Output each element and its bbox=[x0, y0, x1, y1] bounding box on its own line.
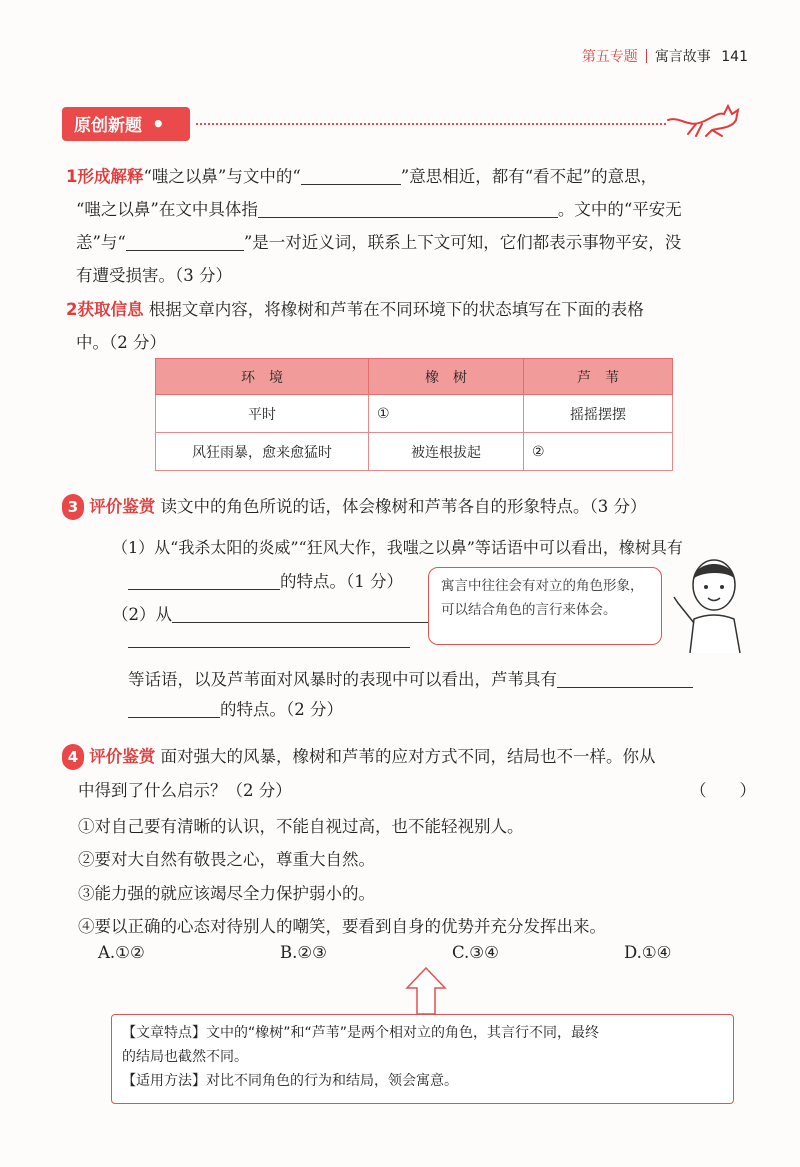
q3-blank-2[interactable] bbox=[172, 604, 434, 623]
q2-number: 2 bbox=[66, 300, 78, 319]
q3-number-badge: 3 bbox=[62, 494, 84, 520]
chapter-title: 寓言故事 bbox=[654, 49, 711, 65]
q3-blank-1[interactable] bbox=[128, 571, 280, 590]
tip-box bbox=[428, 567, 662, 645]
table-row: 平时 ① 摇摇摆摆 bbox=[156, 395, 673, 433]
q3-tag: 评价鉴赏 bbox=[89, 497, 156, 516]
q1-line-1: 1形成解释“嗤之以鼻”与文中的“ ”意思相近，都有“看不起”的意思， bbox=[66, 167, 658, 186]
table-row: 风狂雨暴，愈来愈猛时 被连根拔起 ② bbox=[156, 433, 673, 471]
q1-number: 1 bbox=[66, 167, 78, 186]
q2-tag: 获取信息 bbox=[77, 300, 144, 319]
q4-statement-3: ③能力强的就应该竭尽全力保护弱小的。 bbox=[78, 884, 375, 903]
q1-blank-1[interactable] bbox=[301, 166, 401, 185]
q3-blank-3[interactable] bbox=[128, 647, 410, 648]
q2-line-2: 中。（2 分） bbox=[76, 333, 166, 352]
q3-blank-5[interactable] bbox=[128, 699, 220, 718]
q1-blank-3[interactable] bbox=[126, 232, 244, 251]
q3-part1-line1: （1）从“我杀太阳的炎威”“狂风大作，我嗤之以鼻”等话语中可以看出，橡树具有 bbox=[112, 538, 683, 557]
student-avatar bbox=[672, 553, 754, 657]
q4-tag: 评价鉴赏 bbox=[89, 747, 156, 766]
tip-text: 寓言中往往会有对立的角色形象，可以结合角色的言行来体会。 bbox=[441, 578, 644, 618]
q1-line-2: “嗤之以鼻”在文中具体指 。文中的“平安无 bbox=[76, 200, 682, 219]
method-line: 【适用方法】对比不同角色的行为和结局，领会寓意。 bbox=[122, 1073, 458, 1089]
q4-line-2: 中得到了什么启示？（2 分） bbox=[78, 781, 292, 800]
q4-statement-4: ④要以正确的心态对待别人的嘲笑，要看到自身的优势并充分发挥出来。 bbox=[78, 917, 606, 936]
feature-line-1: 【文章特点】文中的“橡树”和“芦苇”是两个相对立的角色，其言行不同，最终 bbox=[122, 1025, 600, 1041]
running-head bbox=[582, 46, 748, 66]
q1-line-4: 有遭受损害。（3 分） bbox=[76, 266, 232, 285]
q1-blank-2[interactable] bbox=[258, 199, 558, 218]
answer-cell-1[interactable]: ① bbox=[369, 395, 524, 433]
q2-line-1: 2获取信息 根据文章内容，将橡树和芦苇在不同环境下的状态填写在下面的表格 bbox=[66, 300, 644, 319]
section-label: 原创新题 bbox=[74, 116, 142, 136]
q3-line-intro: 3 评价鉴赏 读文中的角色所说的话，体会橡树和芦苇各自的形象特点。（3 分） bbox=[62, 493, 647, 520]
q4-line-1: 4 评价鉴赏 面对强大的风暴，橡树和芦苇的应对方式不同，结局也不一样。你从 bbox=[62, 743, 656, 770]
up-arrow-icon bbox=[405, 966, 447, 1016]
q1-tag: 形成解释 bbox=[77, 167, 144, 186]
answer-paren[interactable]: （ ） bbox=[690, 781, 756, 800]
q3-part1-line2: 的特点。（1 分） bbox=[128, 568, 403, 592]
section-tag bbox=[62, 107, 190, 141]
option-a[interactable]: A.①② bbox=[98, 943, 145, 962]
state-table bbox=[155, 358, 673, 471]
option-d[interactable]: D.①④ bbox=[624, 943, 672, 962]
answer-cell-2[interactable]: ② bbox=[524, 433, 673, 471]
header-oak: 橡 树 bbox=[369, 359, 524, 395]
dot-icon: • bbox=[151, 112, 165, 136]
topic-label: 第五专题 bbox=[581, 49, 638, 65]
method-label: 【适用方法】 bbox=[122, 1073, 206, 1089]
q4-statement-2: ②要对大自然有敬畏之心，尊重大自然。 bbox=[78, 850, 375, 869]
cat-icon bbox=[666, 98, 746, 138]
feature-label: 【文章特点】 bbox=[122, 1025, 206, 1041]
q3-blank-4[interactable] bbox=[557, 669, 693, 688]
feature-line-2: 的结局也截然不同。 bbox=[122, 1049, 248, 1065]
section-divider bbox=[196, 123, 666, 125]
q3-part2-line1: （2）从 bbox=[112, 601, 434, 625]
page-number: 141 bbox=[721, 49, 748, 65]
q4-number-badge: 4 bbox=[62, 744, 84, 770]
q4-statement-1: ①对自己要有清晰的认识，不能自视过高，也不能轻视别人。 bbox=[78, 817, 524, 836]
note-box bbox=[111, 1014, 734, 1104]
q3-part2-line4: 的特点。（2 分） bbox=[128, 696, 343, 720]
q3-part2-line3: 等话语，以及芦苇面对风暴时的表现中可以看出，芦苇具有 bbox=[128, 666, 693, 690]
q1-line-3: 恙”与“ ”是一对近义词，联系上下文可知，它们都表示事物平安，没 bbox=[76, 233, 682, 252]
header-reed: 芦 苇 bbox=[524, 359, 673, 395]
table-header-row bbox=[156, 359, 673, 395]
option-b[interactable]: B.②③ bbox=[280, 943, 327, 962]
header-environment: 环 境 bbox=[156, 359, 369, 395]
option-c[interactable]: C.③④ bbox=[452, 943, 499, 962]
